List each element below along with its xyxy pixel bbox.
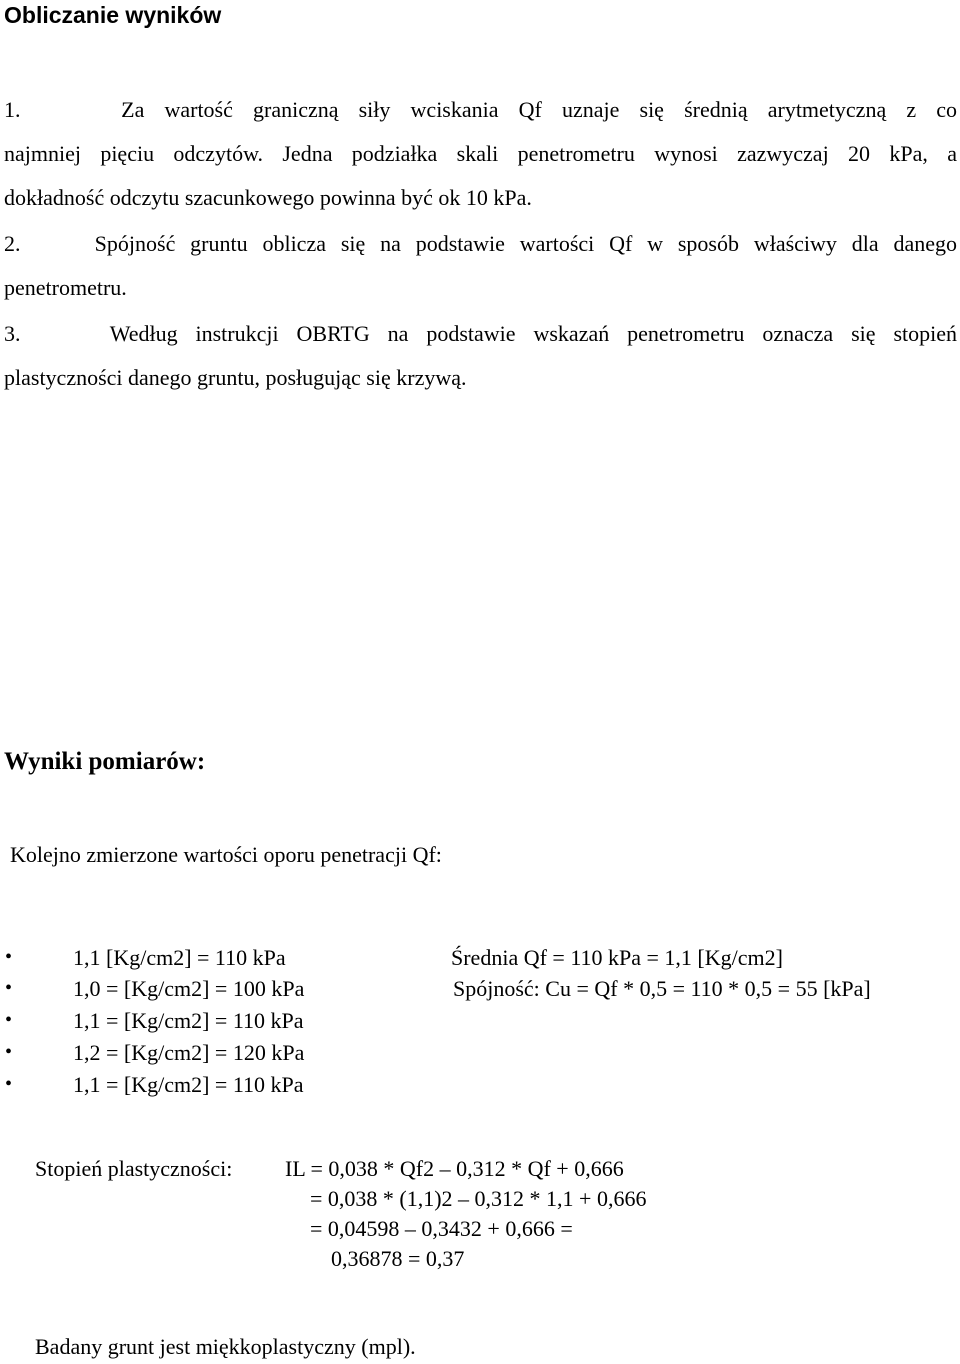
list-item-1 xyxy=(4,88,957,220)
item-1-line-2: najmniej pięciu odczytów. Jedna podziałka skali penetrometru wynosi zazwyczaj 20 kPa, a xyxy=(4,141,957,166)
bullet-icon: • xyxy=(5,1009,13,1031)
results-intro: Kolejno zmierzone wartości oporu penetracji Qf: xyxy=(10,842,442,867)
item-2-line-2: penetrometru. xyxy=(4,275,127,300)
page-title: Obliczanie wyników xyxy=(4,2,222,28)
list-item-2 xyxy=(4,222,957,310)
item-1-line-3: dokładność odczytu szacunkowego powinna być ok 10 kPa. xyxy=(4,185,532,210)
item-2-line-1: 2. Spójność gruntu oblicza się na podstawie wartości Qf w sposób właściwy dla danego xyxy=(4,231,957,256)
bullet-icon: • xyxy=(5,1041,13,1063)
formula-line: IL = 0,038 * Qf2 – 0,312 * Qf + 0,666 xyxy=(285,1156,624,1181)
measurement-item: 1,2 = [Kg/cm2] = 120 kPa xyxy=(73,1040,305,1065)
results-heading: Wyniki pomiarów: xyxy=(4,748,206,775)
formula-line: = 0,038 * (1,1)2 – 0,312 * 1,1 + 0,666 xyxy=(310,1186,647,1211)
item-3-line-1: 3. Według instrukcji OBRTG na podstawie wskazań penetrometru oznacza się stopień xyxy=(4,321,957,346)
plasticity-label: Stopień plastyczności: xyxy=(35,1156,233,1181)
item-1-line-1: 1. Za wartość graniczną siły wciskania Qf uznaje się średnią arytmetyczną z co xyxy=(4,97,957,122)
cohesion-value: Spójność: Cu = Qf * 0,5 = 110 * 0,5 = 55 [kPa] xyxy=(453,976,871,1001)
bullet-icon: • xyxy=(5,1073,13,1095)
conclusion-text: Badany grunt jest miękkoplastyczny (mpl). xyxy=(35,1334,416,1359)
formula-line: = 0,04598 – 0,3432 + 0,666 = xyxy=(310,1216,573,1241)
bullet-icon: • xyxy=(5,946,13,968)
measurement-item: 1,1 = [Kg/cm2] = 110 kPa xyxy=(73,1072,304,1097)
list-item-3 xyxy=(4,312,957,400)
bullet-icon: • xyxy=(5,977,13,999)
measurement-item: 1,1 [Kg/cm2] = 110 kPa xyxy=(73,945,286,970)
item-3-line-2: plastyczności danego gruntu, posługując się krzywą. xyxy=(4,365,467,390)
average-value: Średnia Qf = 110 kPa = 1,1 [Kg/cm2] xyxy=(451,945,783,970)
measurement-item: 1,1 = [Kg/cm2] = 110 kPa xyxy=(73,1008,304,1033)
measurement-item: 1,0 = [Kg/cm2] = 100 kPa xyxy=(73,976,305,1001)
formula-line: 0,36878 = 0,37 xyxy=(331,1246,465,1271)
